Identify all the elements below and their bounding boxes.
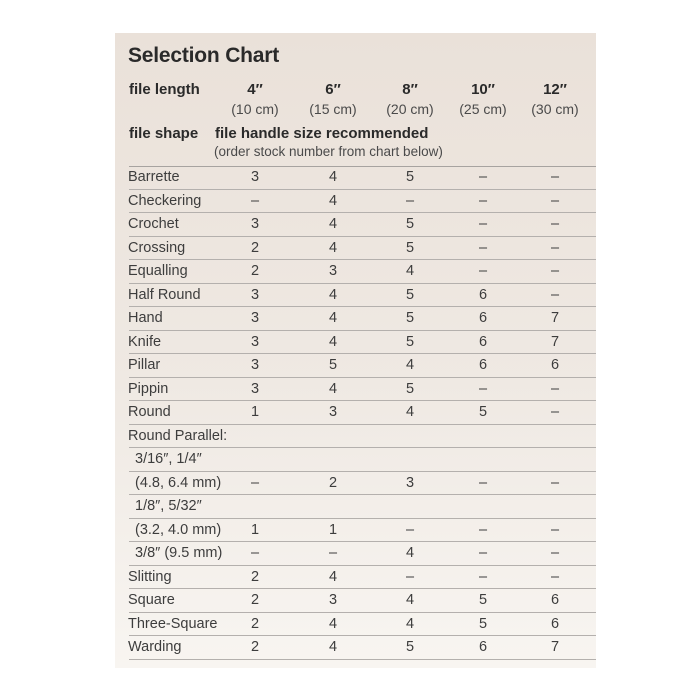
handle-size-cell: 2: [250, 615, 260, 632]
handle-size-cell: 2: [250, 239, 260, 256]
handle-size-cell: 5: [405, 310, 415, 326]
file-shape-name: Three-Square: [128, 615, 218, 632]
handle-size-cell: 6: [478, 310, 488, 326]
handle-size-cell: –: [478, 239, 488, 256]
table-row: [115, 636, 596, 660]
handle-size-cell: –: [550, 568, 560, 585]
handle-size-cell: 3: [405, 474, 415, 491]
handle-size-cell: –: [550, 192, 560, 209]
handle-size-cell: –: [550, 404, 560, 420]
table-row: [115, 213, 596, 237]
file-shape-name: Equalling: [128, 263, 188, 279]
handle-size-cell: –: [478, 263, 488, 279]
handle-size-cell: –: [478, 380, 488, 397]
handle-size-cell: 6: [478, 333, 488, 350]
length-inches: 10″: [471, 81, 495, 98]
file-shape-name: Half Round: [128, 286, 201, 303]
handle-size-cell: 3: [250, 380, 260, 397]
handle-size-cell: 1: [250, 404, 260, 420]
table-row: [115, 237, 596, 261]
handle-size-cell: –: [478, 545, 488, 561]
table-row: [115, 448, 596, 472]
handle-size-cell: 4: [328, 286, 338, 303]
table-row: [115, 519, 596, 543]
handle-size-cell: 6: [478, 357, 488, 373]
handle-size-cell: 2: [250, 568, 260, 585]
selection-chart-card: [115, 33, 596, 668]
handle-size-cell: 4: [328, 615, 338, 632]
file-shape-name: Barrette: [128, 169, 180, 185]
file-shape-name: Crossing: [128, 239, 186, 256]
handle-size-cell: –: [550, 380, 560, 397]
handle-size-cell: –: [250, 192, 260, 209]
handle-size-cell: 4: [405, 592, 415, 608]
handle-size-label: file handle size recommended: [215, 125, 429, 142]
handle-size-cell: 4: [328, 239, 338, 256]
handle-size-cell: 4: [328, 192, 338, 209]
handle-size-cell: 7: [550, 310, 560, 326]
handle-size-cell: 4: [328, 169, 338, 185]
table-row: [115, 542, 596, 566]
handle-size-cell: 6: [550, 592, 560, 608]
length-cm: (10 cm): [231, 101, 279, 117]
row-divider: [129, 659, 596, 660]
handle-size-cell: –: [405, 568, 415, 585]
handle-size-cell: 3: [250, 169, 260, 185]
handle-size-cell: 6: [478, 639, 488, 655]
file-shape-name: Square: [128, 592, 175, 608]
handle-size-cell: –: [478, 521, 488, 538]
handle-size-cell: –: [550, 263, 560, 279]
handle-size-cell: 2: [250, 592, 260, 608]
handle-size-cell: 6: [478, 286, 488, 303]
file-shape-name: (4.8, 6.4 mm): [135, 474, 222, 491]
handle-size-cell: 5: [478, 592, 488, 608]
length-inches: 4″: [247, 81, 263, 98]
file-shape-name: Pillar: [128, 357, 161, 373]
handle-size-cell: –: [550, 545, 560, 561]
handle-size-cell: 5: [328, 357, 338, 373]
handle-size-cell: –: [550, 474, 560, 491]
handle-size-cell: –: [550, 286, 560, 303]
handle-size-cell: 3: [250, 216, 260, 232]
table-row: [115, 331, 596, 355]
handle-size-cell: 7: [550, 639, 560, 655]
file-shape-name: Knife: [128, 333, 162, 350]
handle-size-cell: 4: [328, 568, 338, 585]
handle-size-cell: 5: [478, 615, 488, 632]
chart-title: Selection Chart: [128, 44, 280, 67]
handle-size-cell: 5: [405, 286, 415, 303]
table-row: [115, 166, 596, 190]
handle-size-cell: 3: [250, 333, 260, 350]
handle-size-cell: 4: [405, 545, 415, 561]
handle-size-cell: 5: [405, 169, 415, 185]
file-shape-name: Round Parallel:: [128, 427, 228, 444]
table-row: [115, 260, 596, 284]
handle-size-cell: 4: [405, 357, 415, 373]
length-cm: (25 cm): [459, 101, 507, 117]
table-row: [115, 472, 596, 496]
file-shape-name: 3/8″ (9.5 mm): [135, 545, 223, 561]
table-row: [115, 425, 596, 449]
handle-size-cell: 4: [328, 380, 338, 397]
handle-size-cell: 4: [328, 216, 338, 232]
table-row: [115, 495, 596, 519]
handle-size-cell: 5: [405, 239, 415, 256]
file-shape-name: Checkering: [128, 192, 202, 209]
table-row: [115, 566, 596, 590]
handle-size-cell: –: [250, 474, 260, 491]
handle-size-cell: 5: [478, 404, 488, 420]
file-shape-name: Round: [128, 404, 171, 420]
handle-size-cell: –: [550, 216, 560, 232]
file-shape-name: 3/16″, 1/4″: [135, 451, 202, 467]
table-row: [115, 284, 596, 308]
handle-size-cell: 4: [328, 639, 338, 655]
table-row: [115, 401, 596, 425]
handle-size-cell: –: [478, 192, 488, 209]
length-cm: (20 cm): [386, 101, 434, 117]
handle-size-cell: 5: [405, 216, 415, 232]
handle-size-cell: –: [405, 521, 415, 538]
handle-size-cell: 6: [550, 357, 560, 373]
table-row: [115, 378, 596, 402]
handle-size-cell: –: [405, 192, 415, 209]
length-inches: 12″: [543, 81, 567, 98]
handle-size-cell: –: [550, 521, 560, 538]
table-row: [115, 613, 596, 637]
handle-size-cell: 2: [328, 474, 338, 491]
length-cm: (30 cm): [531, 101, 579, 117]
handle-size-cell: 3: [250, 357, 260, 373]
length-inches: 6″: [325, 81, 341, 98]
handle-size-cell: 4: [405, 615, 415, 632]
file-shape-name: Pippin: [128, 380, 169, 397]
handle-size-cell: 4: [405, 404, 415, 420]
handle-size-cell: –: [550, 239, 560, 256]
handle-size-cell: 4: [328, 333, 338, 350]
handle-size-cell: 4: [328, 310, 338, 326]
table-row: [115, 190, 596, 214]
handle-size-cell: 3: [328, 404, 338, 420]
handle-size-cell: 3: [250, 310, 260, 326]
handle-size-cell: 5: [405, 333, 415, 350]
handle-size-cell: –: [478, 169, 488, 185]
handle-size-cell: –: [478, 474, 488, 491]
handle-size-cell: 4: [405, 263, 415, 279]
handle-size-cell: 5: [405, 380, 415, 397]
handle-size-cell: 5: [405, 639, 415, 655]
handle-size-cell: –: [478, 216, 488, 232]
handle-size-cell: –: [250, 545, 260, 561]
length-inches: 8″: [402, 81, 418, 98]
table-row: [115, 354, 596, 378]
handle-size-cell: 2: [250, 639, 260, 655]
handle-size-cell: 7: [550, 333, 560, 350]
handle-size-cell: 1: [250, 521, 260, 538]
file-shape-label: file shape: [129, 125, 199, 142]
handle-size-cell: –: [478, 568, 488, 585]
file-shape-name: Hand: [128, 310, 163, 326]
handle-size-cell: 2: [250, 263, 260, 279]
handle-size-cell: 1: [328, 521, 338, 538]
handle-size-cell: 3: [328, 263, 338, 279]
file-shape-name: (3.2, 4.0 mm): [135, 521, 222, 538]
length-cm: (15 cm): [309, 101, 357, 117]
file-shape-name: Warding: [128, 639, 182, 655]
handle-size-cell: 6: [550, 615, 560, 632]
file-shape-name: 1/8″, 5/32″: [135, 498, 202, 514]
handle-size-cell: –: [328, 545, 338, 561]
handle-size-cell: –: [550, 169, 560, 185]
file-length-label: file length: [129, 81, 200, 98]
handle-size-cell: 3: [328, 592, 338, 608]
table-row: [115, 307, 596, 331]
table-row: [115, 589, 596, 613]
order-note: (order stock number from chart below): [214, 144, 443, 159]
file-shape-name: Slitting: [128, 568, 172, 585]
handle-size-cell: 3: [250, 286, 260, 303]
file-shape-name: Crochet: [128, 216, 179, 232]
